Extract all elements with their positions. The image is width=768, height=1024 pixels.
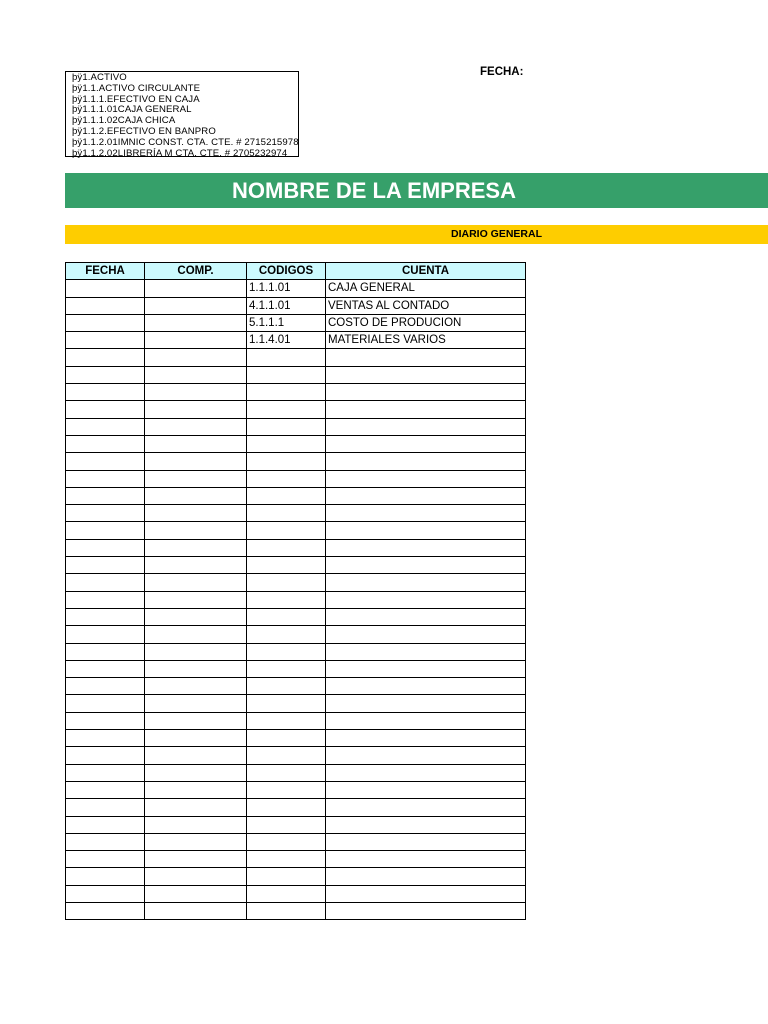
cell-codigos[interactable] bbox=[247, 453, 326, 470]
cell-cuenta[interactable] bbox=[326, 730, 526, 747]
table-row bbox=[66, 349, 526, 366]
cell-fecha[interactable] bbox=[66, 868, 145, 885]
table-row bbox=[66, 366, 526, 383]
fecha-label: FECHA: bbox=[480, 66, 524, 78]
cell-fecha[interactable] bbox=[66, 678, 145, 695]
cell-codigos[interactable] bbox=[247, 539, 326, 556]
cell-codigos[interactable] bbox=[247, 902, 326, 919]
diary-title: DIARIO GENERAL bbox=[451, 228, 543, 240]
column-header-fecha: FECHA bbox=[66, 263, 145, 280]
account-line: þÿ1.1.ACTIVO CIRCULANTE bbox=[72, 82, 201, 94]
table-row bbox=[66, 574, 526, 591]
cell-codigos[interactable]: 4.1.1.01 bbox=[247, 297, 326, 314]
table-row bbox=[66, 851, 526, 868]
cell-comp[interactable] bbox=[145, 626, 247, 643]
cell-cuenta[interactable] bbox=[326, 851, 526, 868]
cell-cuenta[interactable]: COSTO DE PRODUCION bbox=[326, 314, 526, 331]
cell-fecha[interactable] bbox=[66, 280, 145, 297]
cell-codigos[interactable] bbox=[247, 851, 326, 868]
cell-comp[interactable] bbox=[145, 851, 247, 868]
cell-cuenta[interactable] bbox=[326, 505, 526, 522]
cell-codigos[interactable] bbox=[247, 557, 326, 574]
cell-comp[interactable] bbox=[145, 695, 247, 712]
cell-cuenta[interactable] bbox=[326, 539, 526, 556]
account-line: þÿ1.1.1.EFECTIVO EN CAJA bbox=[72, 93, 200, 105]
cell-comp[interactable] bbox=[145, 418, 247, 435]
cell-comp[interactable] bbox=[145, 539, 247, 556]
cell-comp[interactable] bbox=[145, 643, 247, 660]
cell-comp[interactable] bbox=[145, 349, 247, 366]
cell-codigos[interactable] bbox=[247, 487, 326, 504]
cell-cuenta[interactable]: CAJA GENERAL bbox=[326, 280, 526, 297]
cell-fecha[interactable] bbox=[66, 591, 145, 608]
cell-cuenta[interactable] bbox=[326, 660, 526, 677]
cell-comp[interactable] bbox=[145, 384, 247, 401]
table-row bbox=[66, 487, 526, 504]
cell-comp[interactable] bbox=[145, 868, 247, 885]
table-header-row bbox=[66, 263, 526, 280]
cell-codigos[interactable] bbox=[247, 522, 326, 539]
table-row bbox=[66, 902, 526, 919]
cell-fecha[interactable] bbox=[66, 833, 145, 850]
cell-cuenta[interactable] bbox=[326, 747, 526, 764]
cell-fecha[interactable] bbox=[66, 366, 145, 383]
cell-fecha[interactable] bbox=[66, 730, 145, 747]
table-row bbox=[66, 435, 526, 452]
cell-cuenta[interactable] bbox=[326, 764, 526, 781]
table-row bbox=[66, 643, 526, 660]
cell-fecha[interactable] bbox=[66, 557, 145, 574]
table-row bbox=[66, 678, 526, 695]
cell-fecha[interactable] bbox=[66, 487, 145, 504]
cell-comp[interactable] bbox=[145, 678, 247, 695]
cell-comp[interactable] bbox=[145, 816, 247, 833]
cell-comp[interactable] bbox=[145, 660, 247, 677]
table-row bbox=[66, 505, 526, 522]
cell-cuenta[interactable] bbox=[326, 435, 526, 452]
cell-comp[interactable] bbox=[145, 591, 247, 608]
cell-cuenta[interactable] bbox=[326, 678, 526, 695]
cell-comp[interactable] bbox=[145, 781, 247, 798]
cell-comp[interactable] bbox=[145, 505, 247, 522]
cell-codigos[interactable] bbox=[247, 695, 326, 712]
table-row bbox=[66, 418, 526, 435]
diary-banner bbox=[65, 225, 768, 244]
cell-cuenta[interactable] bbox=[326, 833, 526, 850]
cell-codigos[interactable] bbox=[247, 591, 326, 608]
cell-codigos[interactable] bbox=[247, 747, 326, 764]
cell-cuenta[interactable] bbox=[326, 608, 526, 625]
cell-codigos[interactable] bbox=[247, 660, 326, 677]
cell-fecha[interactable] bbox=[66, 418, 145, 435]
cell-fecha[interactable] bbox=[66, 401, 145, 418]
cell-cuenta[interactable] bbox=[326, 885, 526, 902]
cell-cuenta[interactable] bbox=[326, 366, 526, 383]
cell-cuenta[interactable] bbox=[326, 384, 526, 401]
cell-cuenta[interactable] bbox=[326, 868, 526, 885]
cell-fecha[interactable] bbox=[66, 799, 145, 816]
cell-fecha[interactable] bbox=[66, 851, 145, 868]
cell-cuenta[interactable] bbox=[326, 557, 526, 574]
account-line: þÿ1.1.1.02CAJA CHICA bbox=[72, 115, 176, 127]
table-row bbox=[66, 730, 526, 747]
cell-comp[interactable] bbox=[145, 401, 247, 418]
cell-codigos[interactable] bbox=[247, 418, 326, 435]
cell-fecha[interactable] bbox=[66, 712, 145, 729]
cell-comp[interactable] bbox=[145, 764, 247, 781]
cell-comp[interactable] bbox=[145, 902, 247, 919]
cell-cuenta[interactable] bbox=[326, 712, 526, 729]
cell-cuenta[interactable] bbox=[326, 902, 526, 919]
cell-comp[interactable] bbox=[145, 314, 247, 331]
cell-fecha[interactable] bbox=[66, 816, 145, 833]
cell-comp[interactable] bbox=[145, 730, 247, 747]
cell-comp[interactable] bbox=[145, 574, 247, 591]
table-row bbox=[66, 539, 526, 556]
cell-codigos[interactable] bbox=[247, 574, 326, 591]
table-row bbox=[66, 660, 526, 677]
cell-cuenta[interactable] bbox=[326, 591, 526, 608]
journal-table bbox=[65, 262, 526, 920]
cell-cuenta[interactable] bbox=[326, 418, 526, 435]
cell-fecha[interactable] bbox=[66, 505, 145, 522]
cell-codigos[interactable] bbox=[247, 470, 326, 487]
cell-comp[interactable] bbox=[145, 833, 247, 850]
cell-codigos[interactable] bbox=[247, 833, 326, 850]
table-row bbox=[66, 557, 526, 574]
table-row bbox=[66, 816, 526, 833]
cell-fecha[interactable] bbox=[66, 695, 145, 712]
cell-comp[interactable] bbox=[145, 487, 247, 504]
cell-fecha[interactable] bbox=[66, 747, 145, 764]
account-line: þÿ1.1.2.EFECTIVO EN BANPRO bbox=[72, 125, 216, 137]
cell-codigos[interactable] bbox=[247, 868, 326, 885]
cell-codigos[interactable] bbox=[247, 712, 326, 729]
cell-codigos[interactable]: 5.1.1.1 bbox=[247, 314, 326, 331]
table-row bbox=[66, 885, 526, 902]
cell-fecha[interactable] bbox=[66, 314, 145, 331]
cell-codigos[interactable] bbox=[247, 678, 326, 695]
table-row bbox=[66, 314, 526, 331]
cell-fecha[interactable] bbox=[66, 660, 145, 677]
cell-comp[interactable] bbox=[145, 453, 247, 470]
cell-comp[interactable] bbox=[145, 747, 247, 764]
journal-body bbox=[66, 280, 526, 920]
table-row bbox=[66, 384, 526, 401]
account-line: þÿ1.ACTIVO bbox=[72, 72, 127, 83]
cell-codigos[interactable] bbox=[247, 781, 326, 798]
cell-fecha[interactable] bbox=[66, 522, 145, 539]
cell-codigos[interactable] bbox=[247, 885, 326, 902]
cell-codigos[interactable] bbox=[247, 384, 326, 401]
cell-cuenta[interactable] bbox=[326, 695, 526, 712]
table-row bbox=[66, 868, 526, 885]
table-row bbox=[66, 297, 526, 314]
table-row bbox=[66, 799, 526, 816]
cell-comp[interactable] bbox=[145, 885, 247, 902]
cell-comp[interactable] bbox=[145, 712, 247, 729]
table-row bbox=[66, 781, 526, 798]
cell-codigos[interactable] bbox=[247, 608, 326, 625]
company-name: NOMBRE DE LA EMPRESA bbox=[232, 178, 516, 203]
cell-codigos[interactable] bbox=[247, 799, 326, 816]
column-header-comp: COMP. bbox=[145, 263, 247, 280]
cell-fecha[interactable] bbox=[66, 539, 145, 556]
cell-codigos[interactable] bbox=[247, 730, 326, 747]
cell-cuenta[interactable] bbox=[326, 643, 526, 660]
cell-fecha[interactable] bbox=[66, 384, 145, 401]
column-header-cuenta: CUENTA bbox=[326, 263, 526, 280]
cell-codigos[interactable] bbox=[247, 643, 326, 660]
cell-fecha[interactable] bbox=[66, 435, 145, 452]
cell-cuenta[interactable]: MATERIALES VARIOS bbox=[326, 332, 526, 349]
table-row bbox=[66, 522, 526, 539]
cell-codigos[interactable]: 1.1.4.01 bbox=[247, 332, 326, 349]
cell-fecha[interactable] bbox=[66, 764, 145, 781]
table-row bbox=[66, 695, 526, 712]
cell-comp[interactable] bbox=[145, 799, 247, 816]
cell-cuenta[interactable] bbox=[326, 816, 526, 833]
table-row bbox=[66, 453, 526, 470]
table-row bbox=[66, 401, 526, 418]
cell-comp[interactable] bbox=[145, 557, 247, 574]
column-header-codigos: CODIGOS bbox=[247, 263, 326, 280]
table-row bbox=[66, 280, 526, 297]
cell-fecha[interactable] bbox=[66, 470, 145, 487]
cell-cuenta[interactable]: VENTAS AL CONTADO bbox=[326, 297, 526, 314]
table-row bbox=[66, 747, 526, 764]
cell-fecha[interactable] bbox=[66, 643, 145, 660]
cell-codigos[interactable] bbox=[247, 816, 326, 833]
table-row bbox=[66, 332, 526, 349]
cell-codigos[interactable] bbox=[247, 505, 326, 522]
cell-fecha[interactable] bbox=[66, 885, 145, 902]
table-row bbox=[66, 764, 526, 781]
cell-fecha[interactable] bbox=[66, 574, 145, 591]
table-row bbox=[66, 833, 526, 850]
cell-cuenta[interactable] bbox=[326, 470, 526, 487]
cell-fecha[interactable] bbox=[66, 781, 145, 798]
cell-fecha[interactable] bbox=[66, 349, 145, 366]
cell-fecha[interactable] bbox=[66, 332, 145, 349]
cell-fecha[interactable] bbox=[66, 297, 145, 314]
cell-fecha[interactable] bbox=[66, 453, 145, 470]
cell-cuenta[interactable] bbox=[326, 574, 526, 591]
table-row bbox=[66, 712, 526, 729]
account-line: þÿ1.1.2.01IMNIC CONST. CTA. CTE. # 2715215978 bbox=[72, 136, 299, 148]
cell-comp[interactable] bbox=[145, 280, 247, 297]
cell-fecha[interactable] bbox=[66, 608, 145, 625]
cell-fecha[interactable] bbox=[66, 902, 145, 919]
cell-codigos[interactable] bbox=[247, 764, 326, 781]
account-line: þÿ1.1.1.01CAJA GENERAL bbox=[72, 104, 192, 116]
cell-codigos[interactable]: 1.1.1.01 bbox=[247, 280, 326, 297]
cell-cuenta[interactable] bbox=[326, 522, 526, 539]
cell-codigos[interactable] bbox=[247, 366, 326, 383]
cell-comp[interactable] bbox=[145, 297, 247, 314]
cell-codigos[interactable] bbox=[247, 349, 326, 366]
cell-codigos[interactable] bbox=[247, 626, 326, 643]
cell-comp[interactable] bbox=[145, 366, 247, 383]
cell-cuenta[interactable] bbox=[326, 349, 526, 366]
table-row bbox=[66, 626, 526, 643]
table-row bbox=[66, 591, 526, 608]
company-banner bbox=[65, 173, 768, 208]
cell-comp[interactable] bbox=[145, 522, 247, 539]
cell-fecha[interactable] bbox=[66, 626, 145, 643]
cell-cuenta[interactable] bbox=[326, 799, 526, 816]
cell-comp[interactable] bbox=[145, 608, 247, 625]
cell-cuenta[interactable] bbox=[326, 487, 526, 504]
account-line: þÿ1.1.2.02LIBRERÍA M CTA. CTE. # 2705232974 bbox=[72, 147, 288, 159]
cell-codigos[interactable] bbox=[247, 435, 326, 452]
cell-cuenta[interactable] bbox=[326, 626, 526, 643]
cell-cuenta[interactable] bbox=[326, 781, 526, 798]
table-row bbox=[66, 470, 526, 487]
cell-cuenta[interactable] bbox=[326, 401, 526, 418]
cell-comp[interactable] bbox=[145, 332, 247, 349]
cell-codigos[interactable] bbox=[247, 401, 326, 418]
cell-comp[interactable] bbox=[145, 435, 247, 452]
account-list-box bbox=[65, 71, 299, 157]
cell-cuenta[interactable] bbox=[326, 453, 526, 470]
cell-comp[interactable] bbox=[145, 470, 247, 487]
table-row bbox=[66, 608, 526, 625]
